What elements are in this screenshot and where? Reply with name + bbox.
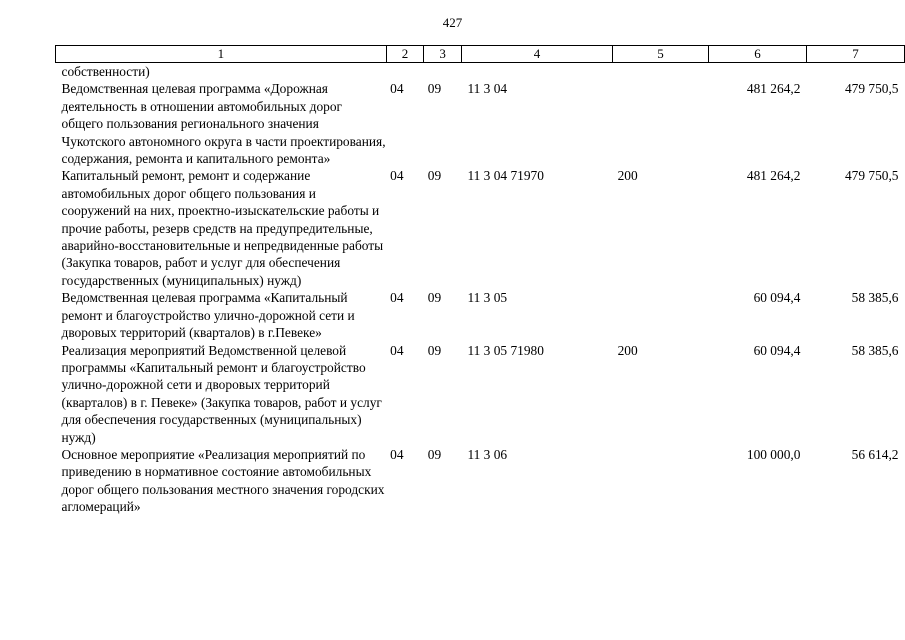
- row-planned-amount: [708, 63, 806, 81]
- row-section: 04: [390, 168, 404, 184]
- row-subsection: 09: [427, 81, 442, 97]
- table-row: [56, 167, 905, 289]
- row-executed-amount: 479 750,5: [844, 81, 899, 97]
- row-name: Ведомственная целевая программа «Капитальный ремонт и благоустройство улично-дорожной сети и дворовых территорий (кварталов) в г.Певеке»: [61, 290, 355, 341]
- row-name: Капитальный ремонт, ремонт и содержание автомобильных дорог общего пользования и сооружений на них, проектно-изыскательские работы и прочие работы, резерв средств на предупредительные, аварийно-восстановительные и непредвиденные работы (Закупка товаров, работ и услуг для обеспечения государственных (муниципальных) нужд): [61, 168, 384, 288]
- row-planned-amount: 481 264,2: [746, 81, 801, 97]
- column-header-2: 2: [386, 46, 424, 63]
- row-planned-amount: 60 094,4: [753, 290, 801, 306]
- column-header-4: 4: [461, 46, 612, 63]
- row-subsection: 09: [427, 168, 442, 184]
- row-name: Реализация мероприятий Ведомственной целевой программы «Капитальный ремонт и благоустройство улично-дорожной сети и дворовых территорий (кварталов) в г. Певеке» (Закупка товаров, работ и услуг для обеспечения государственных (муниципальных) нужд): [61, 342, 382, 445]
- column-header-7: 7: [806, 46, 904, 63]
- table-row: [56, 63, 905, 81]
- table-row: [56, 446, 905, 516]
- row-subsection: 09: [427, 342, 442, 358]
- row-subsection: [424, 63, 462, 81]
- row-expense-type: 200: [617, 168, 638, 184]
- row-subsection: 09: [427, 446, 442, 462]
- row-section: 04: [390, 81, 404, 97]
- table-row: [56, 342, 905, 446]
- row-target-code: [461, 63, 612, 81]
- row-subsection: 09: [427, 290, 442, 306]
- budget-table: [55, 45, 905, 516]
- table-row: [56, 80, 905, 167]
- row-section: 04: [390, 342, 404, 358]
- row-planned-amount: 60 094,4: [753, 342, 801, 358]
- column-header-6: 6: [708, 46, 806, 63]
- row-target-code: 11 3 05: [467, 290, 508, 306]
- row-section: 04: [390, 290, 404, 306]
- row-name: Ведомственная целевая программа «Дорожная деятельность в отношении автомобильных дорог общего пользования регионального значения Чукотского автономного округа в части проектирования, содержания, ремонта и капитального ремонта»: [61, 81, 386, 167]
- row-section: [386, 63, 424, 81]
- row-expense-type: [613, 63, 709, 81]
- row-name: собственности): [61, 64, 150, 79]
- column-header-5: 5: [613, 46, 709, 63]
- row-executed-amount: 479 750,5: [844, 168, 899, 184]
- table-row: [56, 289, 905, 341]
- row-expense-type: 200: [617, 342, 638, 358]
- table-header-row: [56, 46, 905, 63]
- column-header-1: 1: [56, 46, 387, 63]
- row-expense-type: [613, 446, 709, 516]
- row-target-code: 11 3 04 71970: [467, 168, 544, 184]
- row-target-code: 11 3 04: [467, 81, 508, 97]
- row-planned-amount: 100 000,0: [746, 446, 801, 462]
- row-target-code: 11 3 05 71980: [467, 342, 544, 358]
- row-section: 04: [390, 446, 404, 462]
- row-expense-type: [613, 80, 709, 167]
- row-executed-amount: 56 614,2: [851, 446, 899, 462]
- column-header-3: 3: [424, 46, 462, 63]
- row-executed-amount: 58 385,6: [851, 290, 899, 306]
- row-planned-amount: 481 264,2: [746, 168, 801, 184]
- row-expense-type: [613, 289, 709, 341]
- page-number: 427: [442, 15, 463, 30]
- row-executed-amount: 58 385,6: [851, 342, 899, 358]
- row-target-code: 11 3 06: [467, 446, 508, 462]
- row-name: Основное мероприятие «Реализация мероприятий по приведению в нормативное состояние автомобильных дорог общего пользования местного значения городских агломераций»: [61, 446, 385, 515]
- row-executed-amount: [806, 63, 904, 81]
